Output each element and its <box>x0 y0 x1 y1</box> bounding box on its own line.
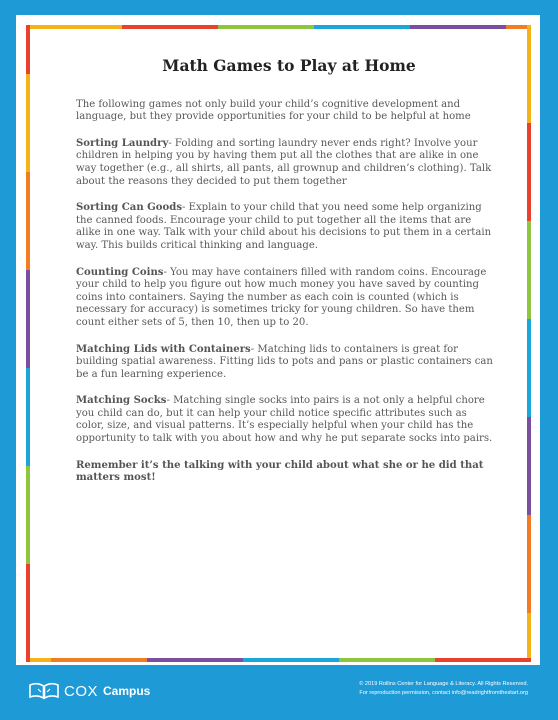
logo-word-campus: Campus <box>103 684 151 698</box>
border-stripe-segment <box>122 25 218 29</box>
border-stripe-segment <box>527 515 531 613</box>
border-stripe-segment <box>243 658 339 662</box>
border-stripe-segment <box>527 319 531 417</box>
section-body: - Explain to your child that you need some help organizing the canned foods. Encourage your child to put together all the items that are alike in one way. Talk with your child about his decisions to put them in a certain way. This builds critical thinking and language. <box>76 202 492 251</box>
section-body: - Matching single socks into pairs is a not only a helpful chore you child can do, but it can help your child notice specific attributes such as color, size, and visual patterns. It’s especially helpful when your child has the opportunity to talk with you about how and why he put separate socks into pairs. <box>76 395 493 445</box>
border-stripe-segment <box>527 25 531 123</box>
border-stripe-segment <box>26 25 30 74</box>
border-stripe-segment <box>527 613 531 662</box>
section-heading: Matching Lids with Containers <box>76 343 251 355</box>
footer <box>0 665 558 720</box>
logo-word-cox: COX <box>64 682 99 700</box>
border-stripe-segment <box>435 658 531 662</box>
border-stripe-segment <box>26 368 30 466</box>
copyright-line: © 2019 Rollins Center for Language & Literacy. All Rights Reserved. <box>359 681 528 687</box>
border-stripe-segment <box>26 25 122 29</box>
border-stripe-segment <box>314 25 410 29</box>
border-stripe-segment <box>339 658 435 662</box>
permission-line: For reproduction permission, contact info@readrightfromthestart.org <box>359 689 528 696</box>
cox-campus-logo[interactable] <box>28 681 150 701</box>
open-book-icon <box>28 682 60 700</box>
section-matching-socks <box>76 395 496 445</box>
section-body: - Folding and sorting laundry never ends right? Involve your children in helping you by having them put all the clothes that are alike in one way together (e.g., all shirts, all pants, all grownup and children’s clothing). Talk about the reasons they decided to put them together <box>76 137 492 187</box>
border-stripe-segment <box>26 172 30 270</box>
border-stripe-segment <box>26 74 30 172</box>
border-stripe-segment <box>527 221 531 319</box>
page-title: Math Games to Play at Home <box>162 56 416 75</box>
border-stripe-segment <box>51 658 147 662</box>
section-sorting-can-goods <box>76 202 496 252</box>
section-matching-lids <box>76 344 496 382</box>
section-heading: Sorting Laundry <box>76 137 169 149</box>
section-body: - You may have containers filled with random coins. Encourage your child to help you figure out how much money you have saved by counting coins into containers. Saying the number as each coin is counted (which is necessary for accuracy) is sometimes tricky for young children. So have them count either sets of 5, then 10, then up to 20. <box>76 266 487 328</box>
section-body: - Matching lids to containers is great for building spatial awareness. Fitting lids to pots and pans or plastic containers can be a fun learning experience. <box>76 343 493 380</box>
border-stripe-segment <box>26 270 30 368</box>
section-heading: Matching Socks <box>76 395 167 407</box>
intro-paragraph: The following games not only build your child’s cognitive development and language, but they provide opportunities for your child to be helpful at home <box>76 98 471 123</box>
copyright-notice <box>359 680 528 697</box>
section-sorting-laundry <box>76 138 496 188</box>
section-heading: Sorting Can Goods <box>76 202 182 214</box>
border-stripe-segment <box>527 417 531 515</box>
border-stripe-segment <box>26 564 30 662</box>
border-stripe-segment <box>410 25 506 29</box>
border-stripe-segment <box>26 466 30 564</box>
closing-statement: Remember it’s the talking with your child about what she or he did that matters most! <box>76 459 484 484</box>
border-stripe-segment <box>218 25 314 29</box>
border-stripe-segment <box>147 658 243 662</box>
document-content <box>76 56 496 485</box>
section-heading: Counting Coins <box>76 266 164 278</box>
section-counting-coins <box>76 267 496 330</box>
border-stripe-segment <box>527 123 531 221</box>
